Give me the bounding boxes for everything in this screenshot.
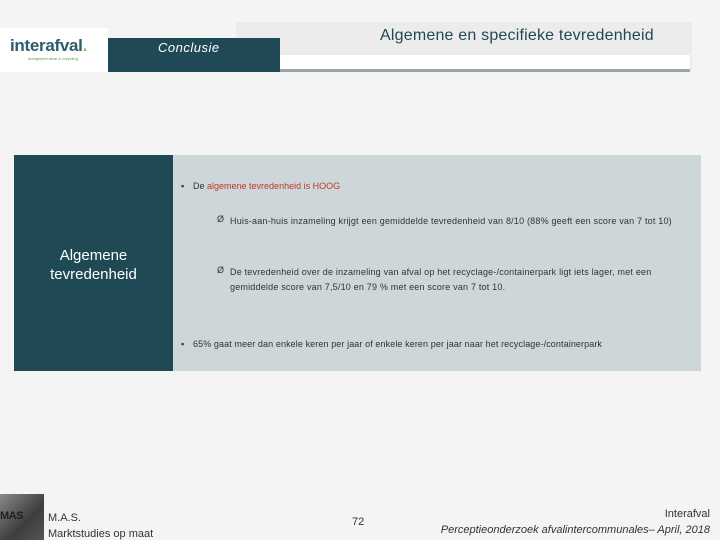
bullet-icon: ▪ (181, 181, 185, 191)
highlight-text: algemene tevredenheid is HOOG (207, 181, 341, 191)
title-rule (280, 55, 690, 69)
bullet-icon: ▪ (181, 339, 185, 349)
arrow-bullet-icon: Ø (217, 214, 225, 224)
mas-logo: MAS (0, 510, 23, 522)
page-number: 72 (352, 516, 365, 528)
bullet-general-satisfaction: De algemene tevredenheid is HOOG (193, 181, 341, 191)
bullet-visit-frequency: 65% gaat meer dan enkele keren per jaar of enkele keren per jaar naar het recyclage-/containerpark (193, 339, 603, 349)
footer-source: Interafval Perceptieonderzoek afvalintercommunales– April, 2018 (440, 508, 710, 536)
interafval-logo (0, 28, 108, 72)
sidebar-label: Algemene tevredenheid (50, 247, 137, 283)
arrow-bullet-icon: Ø (217, 265, 225, 275)
page-title: Algemene en specifieke tevredenheid (380, 27, 654, 44)
section-title: Conclusie (158, 40, 220, 55)
title-underline (280, 69, 690, 72)
logo-wordmark: interafval. (10, 36, 88, 55)
logo-tagline: doelgericht afval & recycling (28, 56, 78, 61)
sub-item-door-to-door: Huis-aan-huis inzameling krijgt een gemiddelde tevredenheid van 8/10 (88% geeft een score van 7 tot 10) (230, 216, 672, 226)
sub-item-container-park: De tevredenheid over de inzameling van afval op het recyclage-/containerpark ligt iets lager, met een gemiddelde score van 7,5/10 en 79 % met een score van 7 tot 10. (230, 267, 652, 292)
footer-company: M.A.S. Marktstudies op maat (48, 512, 154, 540)
